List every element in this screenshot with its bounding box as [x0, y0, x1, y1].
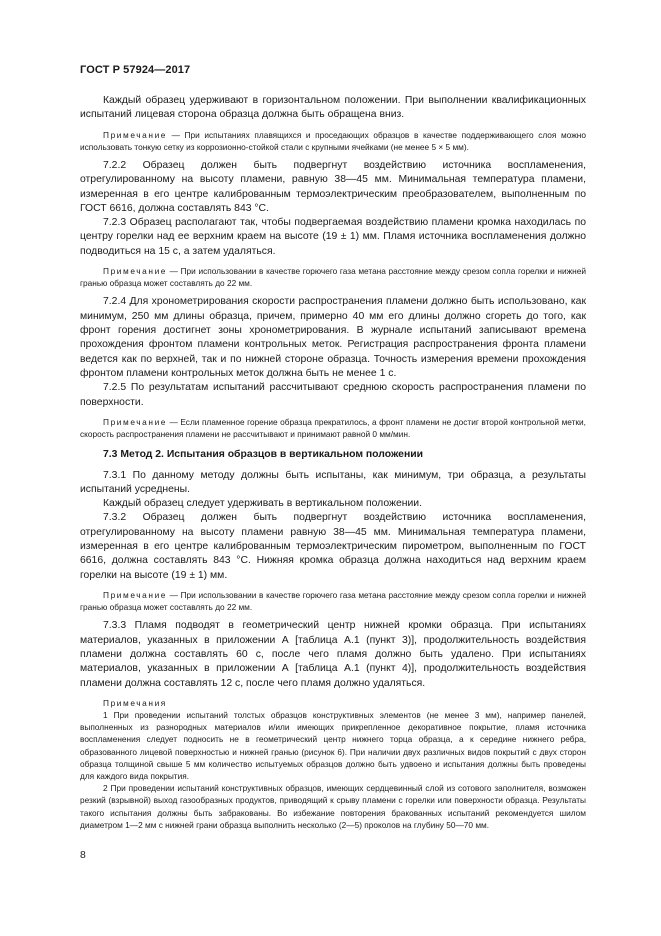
note-methane-distance — [80, 265, 586, 289]
page-number: 8 — [80, 850, 86, 861]
note-text: — Если пламенное горение образца прекратилось, а фронт пламени не достиг второй контрольной метки, скорость распространения пламени не рассчитывают и принимают равной 0 мм/мин. — [80, 416, 586, 440]
paragraph-specimen-vertical: Каждый образец следует удерживать в вертикальном положении. — [103, 498, 422, 510]
note-label: Примечание — [103, 266, 168, 277]
section-heading-7-3: 7.3 Метод 2. Испытания образцов в вертикальном положении — [103, 449, 424, 461]
paragraph-specimen-horizontal: Каждый образец удерживают в горизонтальном положении. При выполнении квалификационных испытаний лицевая сторона образца должна быть обращена вниз. — [80, 95, 586, 121]
note-methane-distance-2 — [80, 589, 586, 613]
paragraph-7-3-2: 7.3.2 Образец должен быть подвергнут воздействию источника воспламенения, отрегулированному на высоту пламени равную 38—45 мм. Минимальная температура пламени, измеренная в его центре калиброванным термоэлектрическим пирометром, выполненным по ГОСТ 6616, должна составлять 843 °С. Нижняя кромка образца должна находиться над верхним краем горелки на высоте (19 ± 1) мм. — [80, 512, 586, 581]
note-2-honeycomb-core: 2 При проведении испытаний конструктивных образцов, имеющих сердцевинный слой из сотового заполнителя, возможен резкий (взрывной) выход газообразных продуктов, приводящий к срыву пламени с горелки или поверхности образца. Результаты такого испытания должны быть забракованы. Во избежание повторения бракованных испытаний рекомендуется шилом диаметром 1—2 мм с нижней грани образца выполнить несколько (2—5) проколов на глубину 50—70 мм. — [80, 783, 586, 830]
notes-title: Примечания — [103, 697, 167, 708]
note-label: Примечание — [103, 416, 168, 427]
paragraph-7-3-3: 7.3.3 Пламя подводят в геометрический центр нижней кромки образца. При испытаниях материалов, указанных в приложении А [таблица А.1 (пункт 3)], продолжительность воздействия пламени должна составлять 60 с, после чего пламя должно быть удалено. При испытаниях материалов, указанных в приложении А [таблица А.1 (пункт 4)], продолжительность воздействия пламени должна составлять 12 с, после чего пламя должно удаляться. — [80, 620, 586, 689]
note-label: Примечание — [103, 129, 168, 140]
note-mesh-support — [80, 129, 586, 153]
note-text: — При использовании в качестве горючего газа метана расстояние между срезом сопла горелки и нижней гранью образца может составлять до 22 мм. — [80, 589, 586, 613]
note-text: — При испытаниях плавящихся и проседающих образцов в качестве поддерживающего слоя можно использовать тонкую сетку из коррозионно-стойкой стали с крупными ячейками (не менее 5 × 5 мм). — [80, 129, 586, 152]
paragraph-7-2-2: 7.2.2 Образец должен быть подвергнут воздействию источника воспламенения, отрегулированному на высоту пламени, равную 38—45 мм. Минимальная температура пламени, измеренная в его центре калиброванным термоэлектрическим преобразователем, выполненным по ГОСТ 6616, должна составлять 843 °С. — [80, 160, 586, 214]
paragraph-7-3-1: 7.3.1 По данному методу должны быть испытаны, как минимум, три образца, а результаты испытаний усреднены. — [80, 469, 586, 495]
paragraph-7-2-3: 7.2.3 Образец располагают так, чтобы подвергаемая воздействию пламени кромка находилась по центру горелки над ее верхним краем на высоте (19 ± 1) мм. Пламя источника воспламенения должно подводиться на 15 с, а затем удаляться. — [80, 217, 586, 257]
document-body — [80, 94, 586, 831]
note-flame-stopped — [80, 416, 586, 440]
document-identifier: ГОСТ Р 57924—2017 — [80, 64, 191, 76]
paragraph-7-2-4: 7.2.4 Для хронометрирования скорости распространения пламени должно быть использовано, как минимум, 250 мм длины образца, причем, примерно 40 мм его длины должно сгореть до того, как фронт горения достигнет зоны хронометрирования. В журнале испытаний записывают времена прохождения фронтом пламени контрольных меток. Регистрация распространения фронта пламени ведется как по верхней, так и по нижней стороне образца. Точность измерения времени прохождения фронтом пламени контрольных меток должна быть не менее 1 с. — [80, 296, 586, 379]
note-text: — При использовании в качестве горючего газа метана расстояние между срезом сопла горелки и нижней гранью образца может составлять до 22 мм. — [80, 266, 586, 289]
paragraph-7-2-5: 7.2.5 По результатам испытаний рассчитывают среднюю скорость распространения пламени по поверхности. — [80, 382, 586, 408]
note-1-thick-specimens: 1 При проведении испытаний толстых образцов конструктивных элементов (не менее 3 мм), например панелей, выполненных из разнородных материалов и/или имеющих прикрепленное декоративное покрытие, пламя источника воспламенения следует подносить не в геометрический центр нижнего торца образца, а к середине нижнего ребра, образованного лицевой поверхностью и нижней гранью (рисунок 6). При наличии двух различных видов покрытий с двух сторон образца толщиной свыше 5 мм количество испытуемых образцов должно быть удвоено и испытания должны быть проведены для каждого вида покрытия. — [80, 710, 586, 782]
note-label: Примечание — [103, 589, 168, 600]
